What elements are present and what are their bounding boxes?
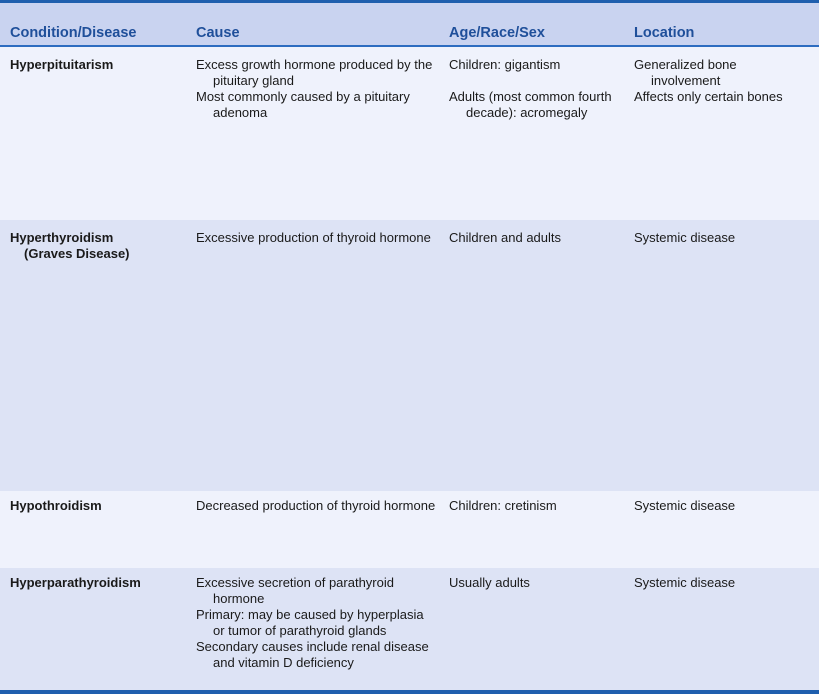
cause-text: Excessive secretion of parathyroid hormone (196, 575, 394, 606)
table-row (0, 491, 819, 568)
condition-name: Hyperthyroidism (10, 230, 114, 245)
cause-text: Excess growth hormone produced by the pituitary gland (196, 57, 433, 88)
location-cell (634, 230, 809, 246)
age-text: Adults (most common fourth decade): acromegaly (449, 89, 612, 120)
age-text: Children: gigantism (449, 57, 561, 72)
location-cell (634, 575, 809, 591)
table-row (0, 220, 819, 491)
location-text: Systemic disease (634, 575, 736, 590)
location-text: Systemic disease (634, 498, 736, 513)
condition-cell (10, 57, 185, 73)
header-condition: Condition/Disease (10, 25, 137, 41)
cause-cell (196, 57, 436, 121)
condition-cell (10, 230, 185, 262)
cause-cell (196, 498, 436, 514)
cause-cell (196, 230, 436, 246)
age-cell (449, 230, 619, 246)
condition-subname: (Graves Disease) (24, 246, 130, 261)
condition-name: Hyperpituitarism (10, 57, 114, 72)
age-cell (449, 498, 619, 514)
table-row (0, 568, 819, 690)
condition-cell (10, 498, 185, 514)
table-row (0, 47, 819, 220)
condition-name: Hypothroidism (10, 498, 102, 513)
age-cell (449, 57, 619, 121)
age-text: Children and adults (449, 230, 562, 245)
header-cause: Cause (196, 25, 240, 41)
age-cell (449, 575, 619, 591)
age-text: Usually adults (449, 575, 530, 590)
location-cell (634, 498, 809, 514)
header-location: Location (634, 25, 695, 41)
location-cell (634, 57, 809, 105)
location-text: Generalized bone involvement (634, 57, 737, 88)
age-text: Children: cretinism (449, 498, 557, 513)
cause-cell (196, 575, 436, 671)
location-text: Affects only certain bones (634, 89, 783, 104)
cause-text: Most commonly caused by a pituitary adenoma (196, 89, 410, 120)
table-header (0, 3, 819, 47)
cause-text: Secondary causes include renal disease and vitamin D deficiency (196, 639, 429, 670)
condition-name: Hyperparathyroidism (10, 575, 141, 590)
cause-text: Excessive production of thyroid hormone (196, 230, 431, 245)
cause-text: Primary: may be caused by hyperplasia or tumor of parathyroid glands (196, 607, 424, 638)
location-text: Systemic disease (634, 230, 736, 245)
header-age-race-sex: Age/Race/Sex (449, 25, 545, 41)
condition-cell (10, 575, 185, 591)
cause-text: Decreased production of thyroid hormone (196, 498, 436, 513)
